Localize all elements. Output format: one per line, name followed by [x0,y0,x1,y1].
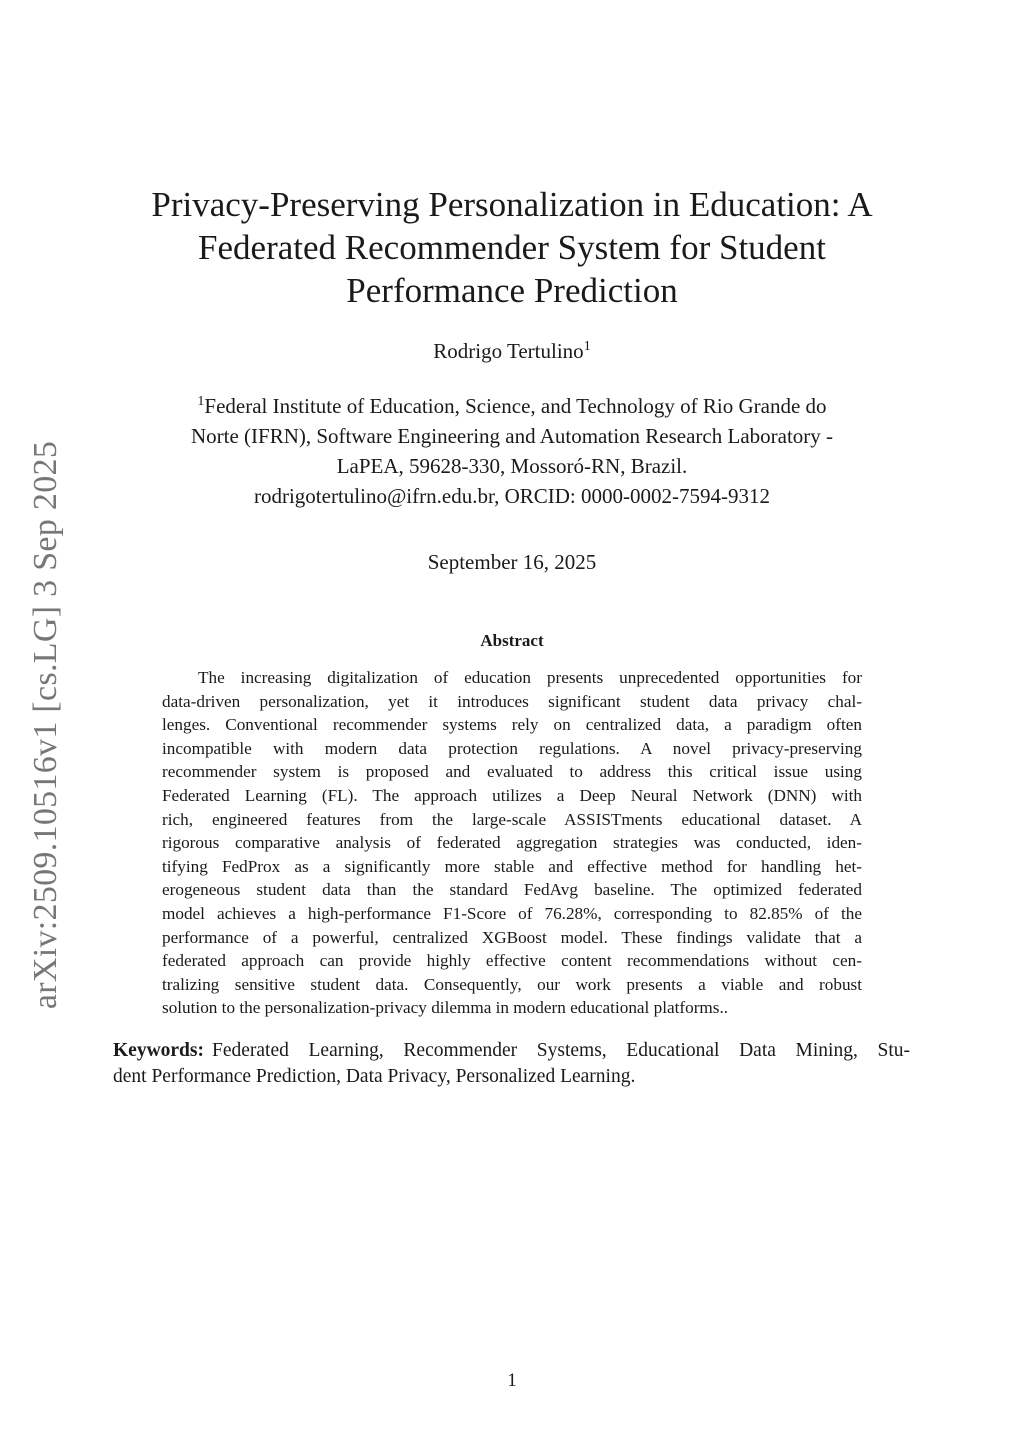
abstract-line: tralizing sensitive student data. Consequently, our work presents a viable and robust [162,974,862,994]
abstract-line: erogeneous student data than the standard FedAvg baseline. The optimized federated [162,880,862,900]
author-contact[interactable]: rodrigotertulino@ifrn.edu.br, ORCID: 0000-0002-7594-9312 [253,484,770,508]
abstract-line: The increasing digitalization of education presents unprecedented opportunities for [198,668,862,687]
abstract-line: solution to the personalization-privacy dilemma in modern educational platforms.. [162,998,729,1018]
abstract-line: rigorous comparative analysis of federated aggregation strategies was conducted, iden- [162,833,862,853]
affiliation-line: Norte (IFRN), Software Engineering and Automation Research Laboratory - [190,424,834,448]
abstract-line: model achieves a high-performance F1-Score of 76.28%, corresponding to 82.85% of the [162,903,862,923]
affiliation-block [110,391,914,511]
abstract-body [162,666,862,1020]
abstract-line: rich, engineered features from the large-scale ASSISTments educational dataset. A [162,809,862,829]
abstract-line: Federated Learning (FL). The approach utilizes a Deep Neural Network (DNN) with [162,785,862,805]
paper-title [110,183,914,312]
keywords-line: dent Performance Prediction, Data Privacy, Personalized Learning. [113,1066,636,1087]
arxiv-identifier-stamp: arXiv:2509.10516v1 [cs.LG] 3 Sep 2025 [27,440,64,1010]
author-affiliation-mark: 1 [583,339,591,354]
page-number: 1 [507,1370,517,1391]
paper-date: September 16, 2025 [427,550,597,574]
abstract-line: federated approach can provide highly effective content recommendations without cen- [162,951,862,971]
title-line: Privacy-Preserving Personalization in Education: A [151,185,873,224]
affiliation-line [110,391,914,421]
affiliation-mark: 1 [197,394,205,409]
abstract-line: lenges. Conventional recommender systems rely on centralized data, a paradigm often [162,715,862,735]
abstract-line: tifying FedProx as a significantly more stable and effective method for handling het- [162,856,862,876]
author-name: Rodrigo Tertulino [433,339,584,363]
keywords-line [113,1038,910,1064]
title-line: Performance Prediction [346,271,678,310]
keywords-label: Keywords: [113,1040,204,1061]
abstract-heading: Abstract [480,631,544,650]
affiliation-text: Federal Institute of Education, Science, and Technology of Rio Grande do [204,394,827,418]
abstract-line: data-driven personalization, yet it introduces significant student data privacy chal- [162,691,862,711]
abstract-line: recommender system is proposed and evaluated to address this critical issue using [162,762,862,782]
keywords-text: Federated Learning, Recommender Systems, Educational Data Mining, Stu- [212,1040,910,1061]
title-line: Federated Recommender System for Student [198,228,826,267]
keywords-block [113,1038,910,1090]
abstract-line: performance of a powerful, centralized XGBoost model. These findings validate that a [162,927,862,947]
affiliation-line: LaPEA, 59628-330, Mossoró-RN, Brazil. [336,454,688,478]
abstract-line: incompatible with modern data protection regulations. A novel privacy-preserving [162,738,862,758]
author-line [110,339,914,364]
